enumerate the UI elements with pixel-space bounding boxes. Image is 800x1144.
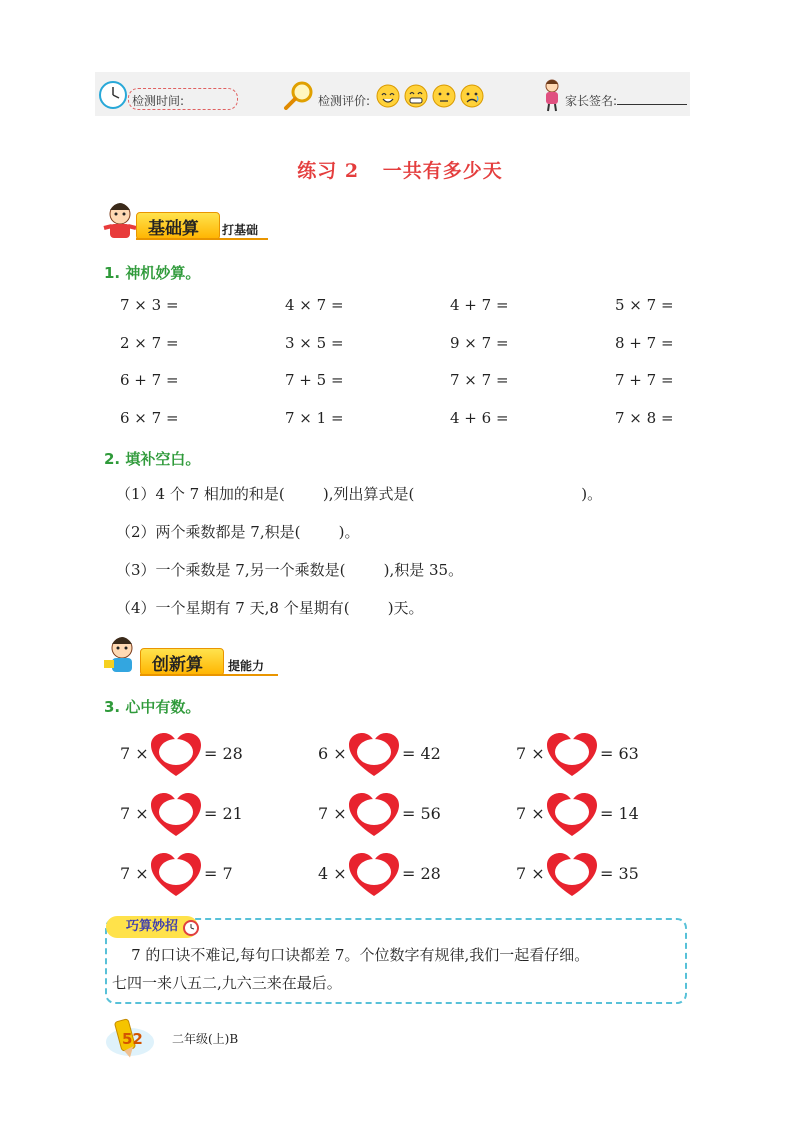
heart-equation-left: 4 × (318, 864, 347, 883)
calc-item[interactable]: 4 × 7 = (285, 296, 344, 314)
calc-item[interactable]: 6 + 7 = (120, 371, 179, 389)
alarm-clock-icon (182, 918, 200, 936)
calc-item[interactable]: 4 + 7 = (450, 296, 509, 314)
heart-equation-right: = 7 (204, 864, 233, 883)
calc-item[interactable]: 7 × 1 = (285, 409, 344, 427)
heart-equation-right: = 42 (402, 744, 441, 763)
fill-item-3[interactable]: （3）一个乘数是 7,另一个乘数是( ),积是 35。 (116, 561, 464, 579)
question-1-heading: 1. 神机妙算。 (104, 264, 201, 282)
banner-creative-title: 创新算 (152, 655, 203, 675)
fill-item-4[interactable]: （4）一个星期有 7 天,8 个星期有( )天。 (116, 599, 424, 617)
tip-label: 巧算妙招 (106, 916, 198, 938)
banner-basic-title: 基础算 (148, 219, 199, 239)
sign-label: 家长签名: (565, 94, 618, 108)
tip-line-1: 7 的口诀不难记,每句口诀都差 7。个位数字有规律,我们一起看仔细。 (112, 946, 590, 964)
heart-equation-right: = 14 (600, 804, 639, 823)
heart-equation-right: = 21 (204, 804, 243, 823)
banner-basic-sub: 打基础 (222, 223, 259, 237)
heart-equation-left: 7 × (516, 744, 545, 763)
heart-equation-left: 7 × (516, 864, 545, 883)
calc-item[interactable]: 6 × 7 = (120, 409, 179, 427)
banner-underline-2 (140, 674, 278, 676)
time-label: 检测时间: (132, 94, 185, 108)
parent-figure-icon (540, 78, 564, 112)
heart-equation-left: 7 × (120, 864, 149, 883)
heart-equation-left: 7 × (120, 744, 149, 763)
title-topic: 一共有多少天 (382, 160, 503, 182)
calc-item[interactable]: 3 × 5 = (285, 334, 344, 352)
question-2-heading: 2. 填补空白。 (104, 450, 201, 468)
grade-label: 二年级(上)B (172, 1032, 239, 1046)
banner-creative-sub: 提能力 (228, 659, 265, 673)
heart-answer-box[interactable] (150, 852, 202, 898)
heart-answer-box[interactable] (546, 792, 598, 838)
heart-equation-left: 7 × (318, 804, 347, 823)
heart-equation-left: 6 × (318, 744, 347, 763)
heart-equation-left: 7 × (516, 804, 545, 823)
worried-face-icon (433, 85, 455, 107)
heart-equation-right: = 56 (402, 804, 441, 823)
heart-answer-box[interactable] (348, 792, 400, 838)
banner-underline (136, 238, 268, 240)
heart-equation-right: = 63 (600, 744, 639, 763)
heart-answer-box[interactable] (348, 852, 400, 898)
eval-label: 检测评价: (318, 94, 371, 108)
calc-item[interactable]: 7 + 7 = (615, 371, 674, 389)
heart-answer-box[interactable] (150, 732, 202, 778)
heart-answer-box[interactable] (546, 732, 598, 778)
heart-equation-right: = 35 (600, 864, 639, 883)
tip-line-2: 七四一来八五二,九六三来在最后。 (112, 974, 342, 992)
calc-item[interactable]: 7 × 7 = (450, 371, 509, 389)
heart-equation-right: = 28 (204, 744, 243, 763)
page-title (0, 156, 800, 183)
grin-face-icon (405, 85, 427, 107)
magnifier-icon (282, 80, 316, 110)
title-exercise: 练习 2 (297, 160, 360, 182)
calc-item[interactable]: 5 × 7 = (615, 296, 674, 314)
sad-face-icon (461, 85, 483, 107)
calc-item[interactable]: 2 × 7 = (120, 334, 179, 352)
fill-item-1[interactable]: （1）4 个 7 相加的和是( ),列出算式是( )。 (116, 485, 603, 503)
calc-item[interactable]: 7 × 8 = (615, 409, 674, 427)
calc-item[interactable]: 7 + 5 = (285, 371, 344, 389)
heart-answer-box[interactable] (150, 792, 202, 838)
rating-faces[interactable] (376, 83, 488, 109)
smile-face-icon (377, 85, 399, 107)
signature-line[interactable] (617, 104, 687, 105)
calc-item[interactable]: 7 × 3 = (120, 296, 179, 314)
heart-equation-left: 7 × (120, 804, 149, 823)
calc-item[interactable]: 9 × 7 = (450, 334, 509, 352)
calc-item[interactable]: 4 + 6 = (450, 409, 509, 427)
page-number: 52 (122, 1030, 143, 1048)
heart-equation-right: = 28 (402, 864, 441, 883)
fill-item-2[interactable]: （2）两个乘数都是 7,积是( )。 (116, 523, 360, 541)
calc-item[interactable]: 8 + 7 = (615, 334, 674, 352)
clock-icon (98, 80, 128, 110)
heart-answer-box[interactable] (348, 732, 400, 778)
heart-answer-box[interactable] (546, 852, 598, 898)
question-3-heading: 3. 心中有数。 (104, 698, 201, 716)
